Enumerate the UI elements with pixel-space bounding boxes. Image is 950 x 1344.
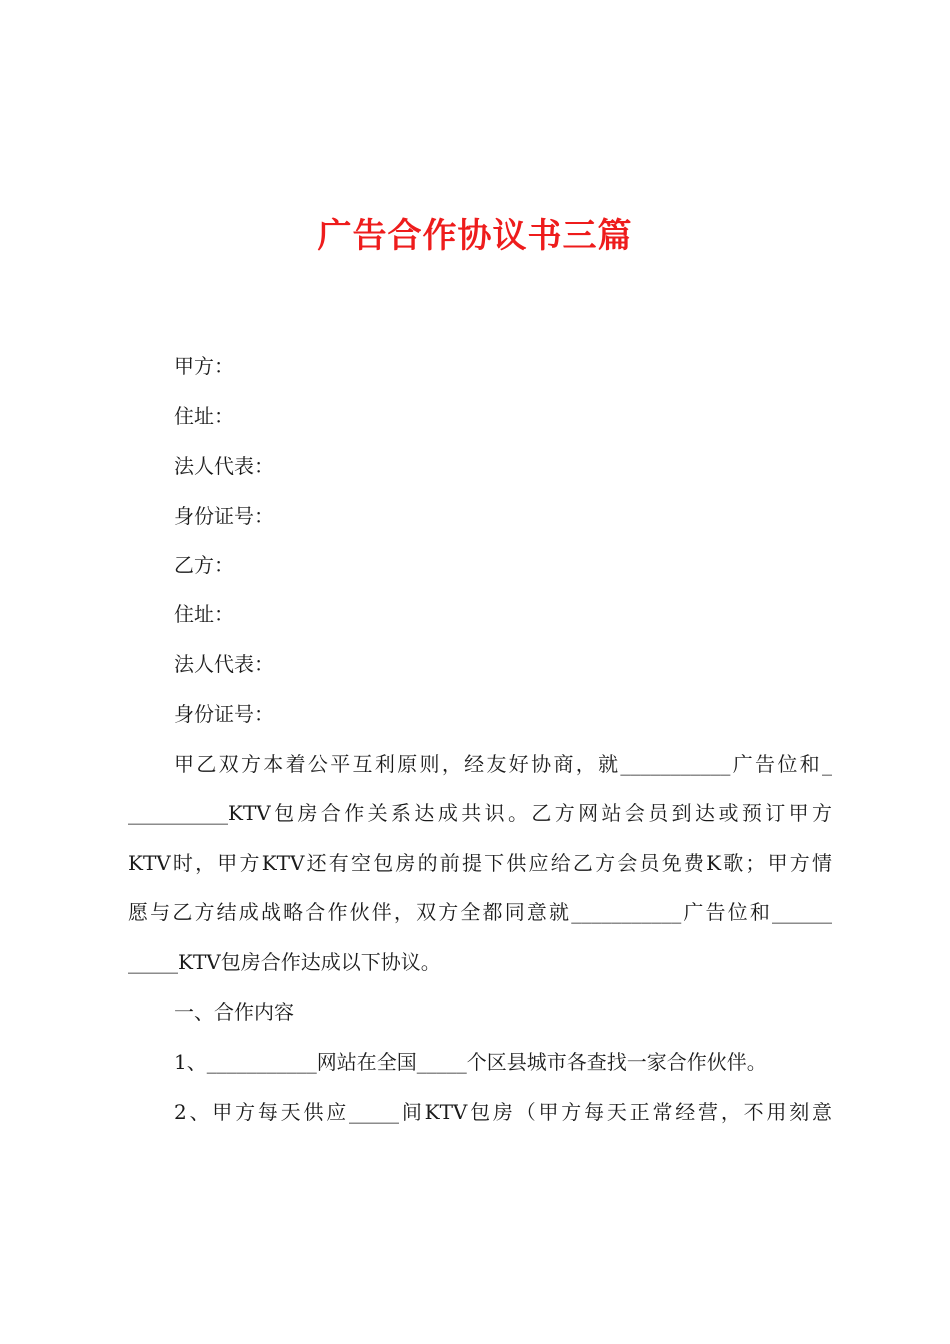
party-b-label: 乙方： [174,553,234,577]
paragraph-line: 甲乙双方本着公平互利原则，经友好协商，就___________广告位和_ [174,752,832,776]
party-a-address: 住址： [174,404,234,428]
party-b-address: 住址： [174,602,234,626]
paragraph-line: KTV时，甲方KTV还有空包房的前提下供应给乙方会员免费K歌；甲方情 [128,851,832,875]
list-item: 1、___________网站在全国_____个区县城市各查找一家合作伙伴。 [174,1050,767,1074]
document-title: 广告合作协议书三篇 [317,216,633,256]
paragraph-line: __________KTV包房合作关系达成共识。乙方网站会员到达或预订甲方 [128,801,832,825]
party-b-id-number: 身份证号： [174,702,274,726]
list-item: 2、甲方每天供应_____间KTV包房（甲方每天正常经营，不用刻意 [174,1100,832,1124]
party-a-legal-rep: 法人代表： [174,454,274,478]
party-b-legal-rep: 法人代表： [174,652,274,676]
paragraph-line: 愿与乙方结成战略合作伙伴，双方全都同意就___________广告位和______ [128,900,832,924]
party-a-id-number: 身份证号： [174,504,274,528]
section-heading: 一、合作内容 [174,1000,294,1024]
party-a-label: 甲方： [174,354,234,378]
paragraph-line: _____KTV包房合作达成以下协议。 [128,950,441,974]
